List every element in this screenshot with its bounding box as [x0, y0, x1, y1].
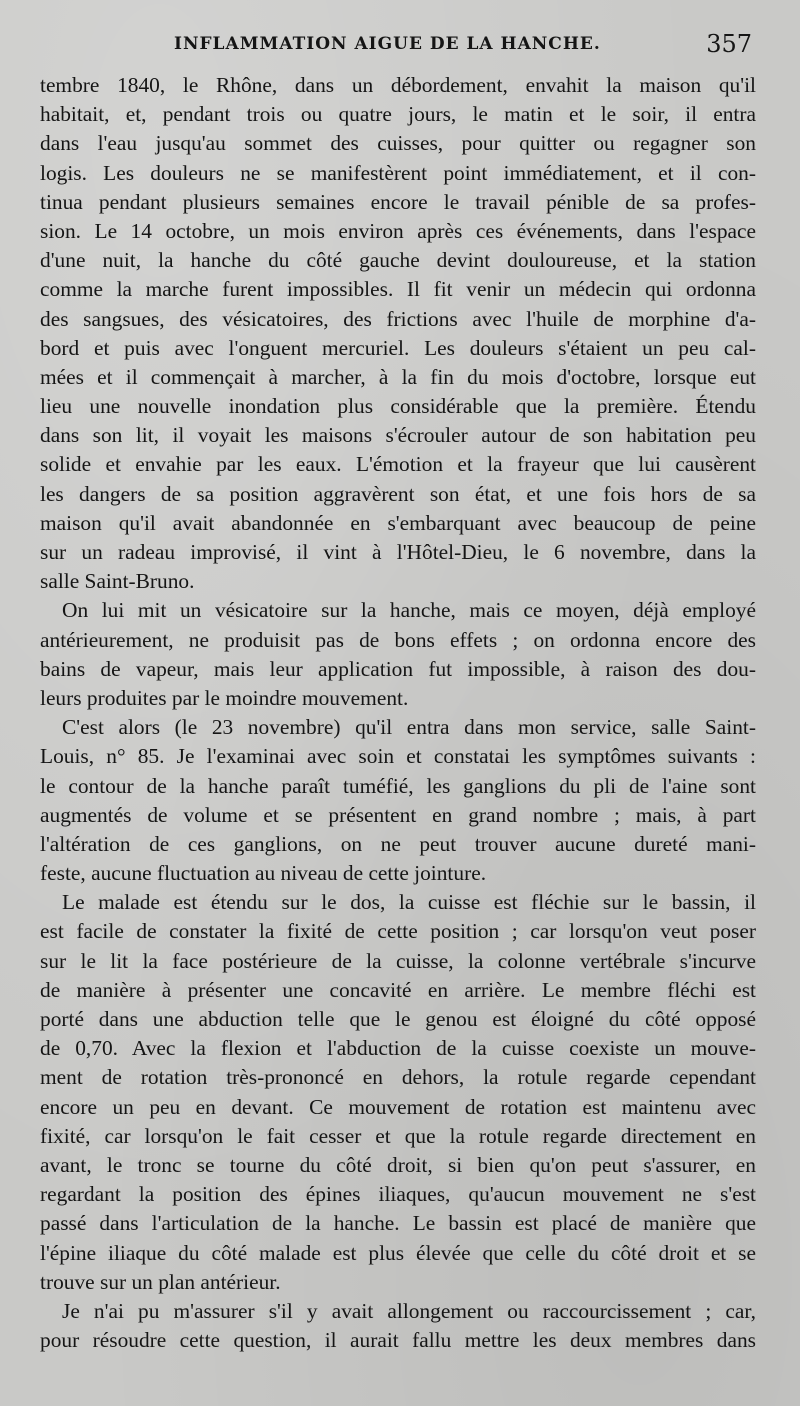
text-line: logis. Les douleurs ne se manifestèrent point immédiatement, et il con- — [40, 160, 756, 185]
text-line: sur un radeau improvisé, il vint à l'Hôtel-Dieu, le 6 novembre, dans la — [40, 540, 756, 564]
text-line: feste, aucune fluctuation au niveau de cette jointure. — [40, 861, 487, 886]
text-line: des sangsues, des vésicatoires, des frictions avec l'huile de morphine d'a- — [40, 306, 756, 331]
text-line: leurs produites par le moindre mouvement. — [40, 685, 409, 710]
text-line: l'altération de ces ganglions, on ne peut trouver aucune dureté mani- — [40, 831, 756, 856]
page-number: 357 — [706, 30, 752, 58]
text-line: est facile de constater la fixité de cette position ; car lorsqu'on veut poser — [40, 919, 756, 944]
paragraph — [40, 713, 756, 888]
text-line: pour résoudre cette question, il aurait fallu mettre les deux membres dans — [40, 1328, 756, 1353]
text-line: antérieurement, ne produisit pas de bons effets ; on ordonna encore des — [40, 627, 756, 652]
text-line: tinua pendant plusieurs semaines encore le travail pénible de sa profes- — [40, 189, 756, 214]
text-line: Louis, n° 85. Je l'examinai avec soin et constatai les symptômes suivants : — [40, 744, 756, 769]
text-line: trouve sur un plan antérieur. — [40, 1269, 281, 1294]
text-line: de 0,70. Avec la flexion et l'abduction de la cuisse coexiste un mouve- — [40, 1036, 756, 1061]
text-line: augmentés de volume et se présentent en grand nombre ; mais, à part — [40, 802, 756, 827]
text-line: de manière à présenter une concavité en arrière. Le membre fléchi est — [40, 977, 756, 1002]
text-line: Je n'ai pu m'assurer s'il y avait allongement ou raccourcissement ; car, — [62, 1298, 756, 1323]
text-line: avant, le tronc se tourne du côté droit, si bien qu'on peut s'assurer, en — [40, 1152, 756, 1177]
text-line: bord et puis avec l'onguent mercuriel. Les douleurs s'étaient un peu cal- — [40, 335, 756, 360]
text-line: solide et envahie par les eaux. L'émotion et la frayeur que lui causèrent — [40, 452, 756, 477]
text-line: comme la marche furent impossibles. Il fit venir un médecin qui ordonna — [40, 277, 756, 302]
running-head — [40, 30, 760, 64]
text-line: habitait, et, pendant trois ou quatre jours, le matin et le soir, il entra — [40, 102, 756, 127]
text-line: passé dans l'articulation de la hanche. Le bassin est placé de manière que — [40, 1211, 756, 1236]
text-line: maison qu'il avait abandonnée en s'embarquant avec beaucoup de peine — [40, 510, 756, 535]
text-line: bains de vapeur, mais leur application fut impossible, à raison des dou- — [40, 656, 756, 681]
text-line: On lui mit un vésicatoire sur la hanche, mais ce moyen, déjà employé — [62, 598, 756, 623]
text-line: encore un peu en devant. Ce mouvement de rotation est maintenu avec — [40, 1094, 756, 1119]
running-title: INFLAMMATION AIGUE DE LA HANCHE. — [174, 34, 601, 54]
body-text — [40, 71, 756, 1391]
text-line: salle Saint-Bruno. — [40, 569, 195, 594]
paragraph — [40, 71, 756, 596]
text-line: sion. Le 14 octobre, un mois environ après ces événements, dans l'espace — [40, 218, 756, 243]
text-line: porté dans une abduction telle que le genou est éloigné du côté opposé — [40, 1007, 756, 1031]
text-line: C'est alors (le 23 novembre) qu'il entra dans mon service, salle Saint- — [62, 715, 756, 740]
text-line: tembre 1840, le Rhône, dans un débordement, envahit la maison qu'il — [40, 73, 756, 97]
text-line: sur le lit la face postérieure de la cuisse, la colonne vertébrale s'incurve — [40, 948, 756, 973]
paragraph — [40, 888, 756, 1297]
text-line: l'épine iliaque du côté malade est plus élevée que celle du côté droit et se — [40, 1240, 756, 1265]
paragraph — [40, 596, 756, 713]
text-line: fixité, car lorsqu'on le fait cesser et que la rotule regarde directement en — [40, 1123, 756, 1148]
text-line: ment de rotation très-prononcé en dehors, la rotule regarde cependant — [40, 1065, 756, 1090]
text-line: dans l'eau jusqu'au sommet des cuisses, pour quitter ou regagner son — [40, 131, 756, 156]
text-line: regardant la position des épines iliaques, qu'aucun mouvement ne s'est — [40, 1182, 756, 1207]
text-line: dans son lit, il voyait les maisons s'écrouler autour de son habitation peu — [40, 423, 756, 448]
text-line: mées et il commençait à marcher, à la fin du mois d'octobre, lorsque eut — [40, 364, 756, 389]
text-line: lieu une nouvelle inondation plus considérable que la première. Étendu — [40, 394, 756, 419]
text-line: les dangers de sa position aggravèrent son état, et une fois hors de sa — [40, 481, 756, 506]
text-line: Le malade est étendu sur le dos, la cuisse est fléchie sur le bassin, il — [62, 890, 756, 915]
paragraph — [40, 1297, 756, 1355]
text-line: le contour de la hanche paraît tuméfié, les ganglions du pli de l'aine sont — [40, 773, 756, 798]
text-line: d'une nuit, la hanche du côté gauche devint douloureuse, et la station — [40, 248, 756, 273]
